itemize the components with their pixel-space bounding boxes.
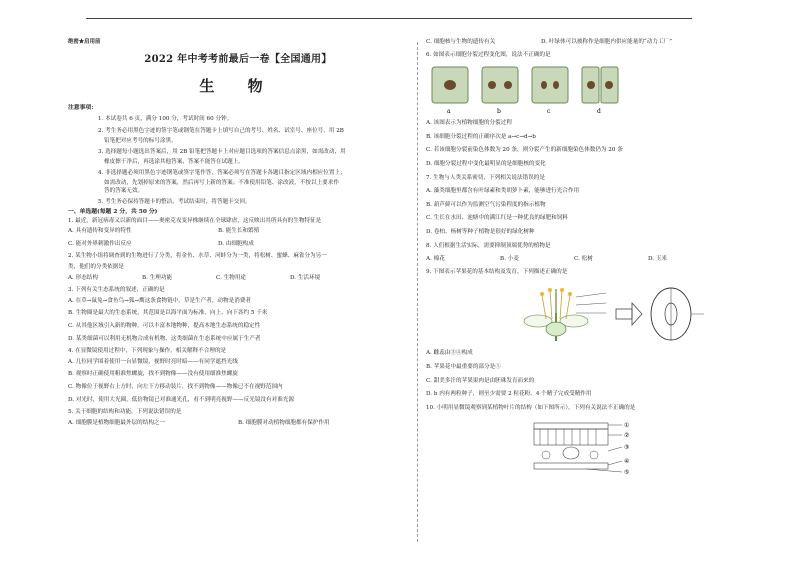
option: D. 由细胞构成	[218, 240, 254, 247]
note-item: 5. 考生务必保持答题卡的整洁，考试结束时，将答题卡交回。	[98, 198, 251, 205]
option: C. 松树	[574, 256, 593, 263]
option: B. 苹果花中最重要的部分是⑤	[426, 363, 501, 370]
fig-label: d	[597, 108, 601, 116]
option: A. 在草→鼠兔→食鱼鸟→狐→鹰这条食物链中，草是生产者，动物是消费者	[68, 297, 251, 304]
option: A. 棉花	[426, 256, 445, 263]
development-arrow	[616, 303, 642, 325]
fig-label: b	[497, 108, 501, 116]
option: A. 该图表示为植物细胞的分裂过程	[426, 120, 512, 127]
question-stem: 5. 关于细胞的结构和功能，下列说法错误的是	[68, 409, 182, 416]
leaf-cross-section	[534, 423, 622, 472]
fruit-section	[651, 288, 704, 340]
cell-c	[532, 67, 568, 103]
option: C. 甜美多汁的苹果果肉是由胚珠发育而来的	[426, 377, 535, 384]
fig-label: ①	[624, 422, 630, 430]
column-divider	[417, 42, 418, 542]
option: C. 细胞核与生物的遗传有关	[426, 39, 496, 45]
subject-title: 生 物	[199, 77, 277, 96]
fig-label: ④	[624, 458, 630, 466]
question-stem: 10. 小明用显微镜观察到某植物叶片的结构（如下图所示），下列有关说法不正确的是	[426, 404, 636, 411]
options-row	[68, 242, 408, 248]
option: D. 玉米	[648, 256, 668, 263]
leaf-section-figure	[526, 419, 726, 477]
note-item: 如需改动，先划掉原来的答案，然后再写上新的答案；不准使用铅笔、涂改液，不按以上要求作	[104, 179, 339, 186]
cell-division-figure	[426, 63, 626, 115]
cell-b	[482, 67, 518, 103]
option: D. 细胞分裂过程中变化最明显的是细胞核的变化	[426, 160, 546, 167]
option: B. 观察时正确使用粗准焦螺旋，找不到物像——没有使用细准焦螺旋	[68, 371, 238, 378]
option: D. 生活环境	[290, 274, 321, 281]
option: C. 能对外界刺激作出反应	[68, 240, 132, 247]
left-column	[68, 40, 408, 433]
exam-title: 2022 年中考考前最后一卷【全国通用】	[144, 54, 332, 66]
option: A. 细胞膜是植物细胞最外层的结构之一	[68, 419, 166, 426]
question-stem-cont: 类，他们的分类依据是	[68, 263, 124, 270]
note-item: 橡皮擦干净后，再选涂其他答案，答案不能答在试题上。	[104, 158, 244, 165]
note-item: 1. 本试卷共 6 页，满分 100 分，考试时间 60 分钟。	[98, 116, 233, 123]
option: C. 生物用途	[216, 274, 247, 281]
option: C. 生长在水田、池塘中的满江红是一种优良的绿肥和饲料	[426, 215, 568, 222]
options-row	[426, 257, 726, 263]
right-column	[426, 40, 726, 483]
question-stem: 3. 下列有关生态系统的叙述，正确的是	[68, 287, 165, 294]
section-heading: 一、单选题(每题 2 分，共 50 分)	[68, 208, 158, 215]
option: D. b 内有两粒种子，则至少需要 2 粒花粉、4 个精子完成受精作用	[426, 391, 592, 398]
option: A. 几位同学围着使用一台显微镜，视野时亮时暗——有同学遮挡光线	[68, 358, 238, 365]
question-stem: 4. 在显微镜使用过程中，下列现象与操作，相关解释不合理的是	[68, 348, 227, 355]
header-rule	[86, 18, 692, 19]
option: B. 生物圈是最大的生态系统，其范围是以海平面为标准，向上、向下各约 5 千米	[68, 310, 268, 317]
note-item: 2. 考生务必用黑色字迹的签字笔或钢笔在答题卡上填写自己的考号、姓名、试室号、座位号，用 2B	[98, 128, 344, 135]
option: C. 若该细胞分裂前染色体数为 20 条，则分裂产生的新细胞染色体数仍为 20 条	[426, 147, 623, 154]
fig-label: ③	[624, 444, 630, 452]
option: D. 某类细菌可以利用无机物合成有机物，这类细菌在生态系统中应属于生产者	[68, 335, 261, 342]
question-stem: 8. 人们根据生活实际，需要抑制顶端优势的植物是	[426, 242, 551, 249]
note-item: 答的答案无效。	[104, 188, 144, 195]
option: A. 藻类细胞里都含有叶绿素和类胡萝卜素，能够进行光合作用	[426, 188, 580, 195]
fig-label: c	[547, 108, 551, 116]
question-stem: 7. 生物与人类关系密切，下列相关说法错误的是	[426, 174, 545, 181]
options-row	[426, 40, 726, 46]
option: A. 具有遗传和变异的特性	[68, 228, 132, 235]
note-item: 3. 选择题每小题选出答案后，用 2B 铅笔把答题卡上对应题目选项的答案信息点涂黑，如需改动，用	[98, 148, 346, 155]
fig-label: ⑤	[624, 469, 630, 477]
apple-flower-figure	[516, 283, 736, 345]
options-row	[68, 229, 408, 235]
option: B. 细胞膜对动植物细胞都有保护作用	[238, 419, 330, 426]
note-item: 铅笔把对应考号的标号涂黑。	[104, 138, 177, 145]
notes-heading: 注意事项:	[68, 105, 94, 112]
option: B. 小麦	[500, 256, 519, 263]
question-stem: 6. 如图表示细胞分裂过程变化图，说法不正确的是	[426, 51, 551, 58]
cell-a	[432, 67, 468, 103]
option: C. 物像位于视野右上方时，向左下方移动装片，找不到物像——物像已不在视野范围内	[68, 383, 283, 390]
option: B. 能生长和繁殖	[218, 228, 260, 235]
options-row	[68, 421, 408, 427]
option: A. 雌蕊由③④构成	[426, 350, 473, 357]
option: D. 叶绿体可以被称作是细胞内供应能量的“动力工厂”	[541, 39, 673, 45]
fig-label: a	[447, 108, 451, 116]
question-stem: 2. 某生物小组将调查到的生物进行了分类，将金鱼、水草、河蚌分为一类，将松树、蜜蜂、麻雀分为另一	[68, 253, 327, 260]
options-row	[68, 276, 408, 282]
note-item: 4. 非选择题必须用黑色字迹钢笔或签字笔作答，答案必须写在答题卡各题目指定区域内相应位置上；	[98, 169, 346, 176]
secret-mark: 绝密★启用前	[68, 39, 101, 45]
cell-d	[582, 67, 618, 103]
option: B. 生理功能	[142, 274, 173, 281]
option: A. 形态结构	[68, 274, 98, 281]
option: D. 卷柏、杨树等种子植物是很好的绿化树种	[426, 228, 535, 235]
question-stem: 9. 下图表示苹果花的基本结构及发育，下列描述正确的是	[426, 268, 568, 275]
flower-drawing	[524, 288, 606, 341]
option: B. 葫芦藓可以作为监测空气污染程度的指示植物	[426, 201, 546, 208]
option: D. 对光时，使用大光圈，低倍物镜已对准通光孔，看不到明亮视野——反光镜没有对准光源	[68, 396, 294, 403]
option: C. 从其他区域引入新的物种，可以丰富本地物种，提高本地生态系统的稳定性	[68, 322, 261, 329]
option: B. 该细胞分裂过程的正确序次是 a→c→d→b	[426, 133, 536, 140]
fig-label: ②	[624, 432, 630, 440]
question-stem: 1. 最近，新冠病毒又以新的面目——奥密克戎变异株继续在全球肆虐，这反映出其所具有的生物特征是	[68, 217, 322, 224]
